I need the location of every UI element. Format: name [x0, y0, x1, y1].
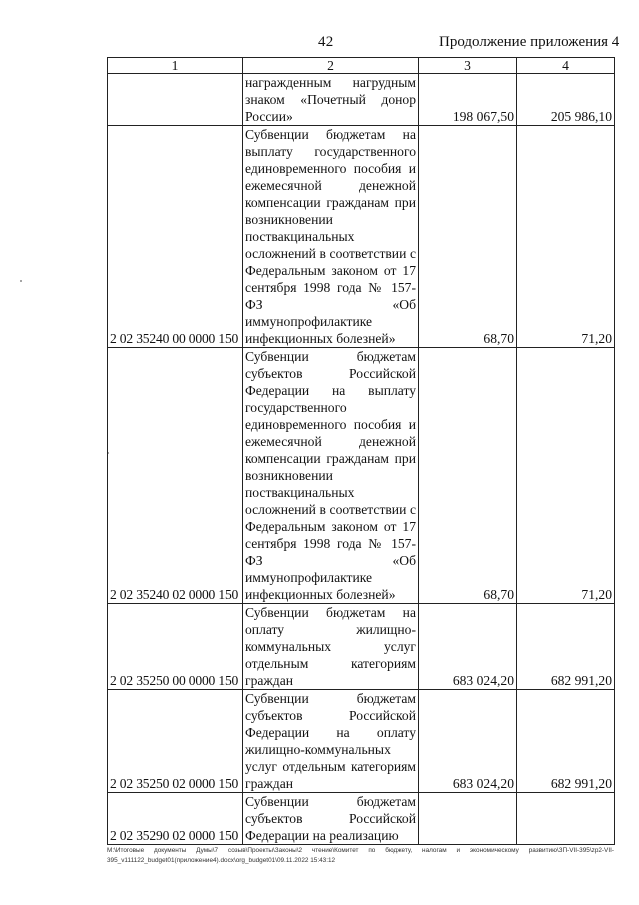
budget-table — [107, 57, 615, 845]
budget-code: 2 02 35250 02 0000 150 — [108, 690, 243, 793]
column-number-row — [108, 58, 615, 74]
table-row — [108, 74, 615, 126]
table-row — [108, 604, 615, 690]
amount-column-3: 683 024,20 — [419, 604, 517, 690]
amount-column-3: 68,70 — [419, 126, 517, 348]
amount-column-4: 682 991,20 — [517, 604, 615, 690]
revenue-name: Субвенции бюджетам на оплату жилищно-коммунальных услуг отдельным категориям граждан — [243, 604, 419, 690]
budget-code: 2 02 35290 02 0000 150 — [108, 793, 243, 845]
amount-column-3: 683 024,20 — [419, 690, 517, 793]
page-number: 42 — [318, 34, 334, 50]
amount-column-4: 71,20 — [517, 348, 615, 604]
budget-code: 2 02 35240 00 0000 150 — [108, 126, 243, 348]
column-number-2: 2 — [243, 58, 419, 74]
revenue-name: награжденным нагрудным знаком «Почетный донор России» — [243, 74, 419, 126]
revenue-name: Субвенции бюджетам субъектов Российской Федерации на выплату государственного единовременного пособия и ежемесячной денежной компенсации гражданам при возникновении поствакцинальных осложнений в соответствии с Федеральным законом от 17 сентября 1998 года № 157-ФЗ «Об иммунопрофилактике инфекционных болезней» — [243, 348, 419, 604]
amount-column-3: 198 067,50 — [419, 74, 517, 126]
revenue-name: Субвенции бюджетам на выплату государственного единовременного пособия и ежемесячной денежной компенсации гражданам при возникновении поствакцинальных осложнений в соответствии с Федеральным законом от 17 сентября 1998 года № 157-ФЗ «Об иммунопрофилактике инфекционных болезней» — [243, 126, 419, 348]
column-number-4: 4 — [517, 58, 615, 74]
amount-column-3 — [419, 793, 517, 845]
budget-code — [108, 74, 243, 126]
revenue-name: Субвенции бюджетам субъектов Российской Федерации на реализацию — [243, 793, 419, 845]
column-number-1: 1 — [108, 58, 243, 74]
budget-code: 2 02 35240 02 0000 150 — [108, 348, 243, 604]
column-number-3: 3 — [419, 58, 517, 74]
amount-column-4 — [517, 793, 615, 845]
amount-column-3: 68,70 — [419, 348, 517, 604]
revenue-name: Субвенции бюджетам субъектов Российской Федерации на оплату жилищно-коммунальных услуг отдельным категориям граждан — [243, 690, 419, 793]
table-row — [108, 126, 615, 348]
continuation-label: Продолжение приложения 4 — [439, 34, 620, 50]
table-row — [108, 348, 615, 604]
amount-column-4: 205 986,10 — [517, 74, 615, 126]
budget-code: 2 02 35250 00 0000 150 — [108, 604, 243, 690]
amount-column-4: 682 991,20 — [517, 690, 615, 793]
scan-speck — [20, 280, 22, 282]
table-row — [108, 690, 615, 793]
amount-column-4: 71,20 — [517, 126, 615, 348]
table-row — [108, 793, 615, 845]
file-path-footer: M:\Итоговые документы Думы\7 созыв\Проекты\Законы\2 чтение\Комитет по бюджету, налогам и экономическому развитию\ЗП-VII-395\zp2-VII-395_v111122_budget01(приложение4).docx\org_budget01\09.11.2022 15:43:12 — [107, 847, 614, 864]
